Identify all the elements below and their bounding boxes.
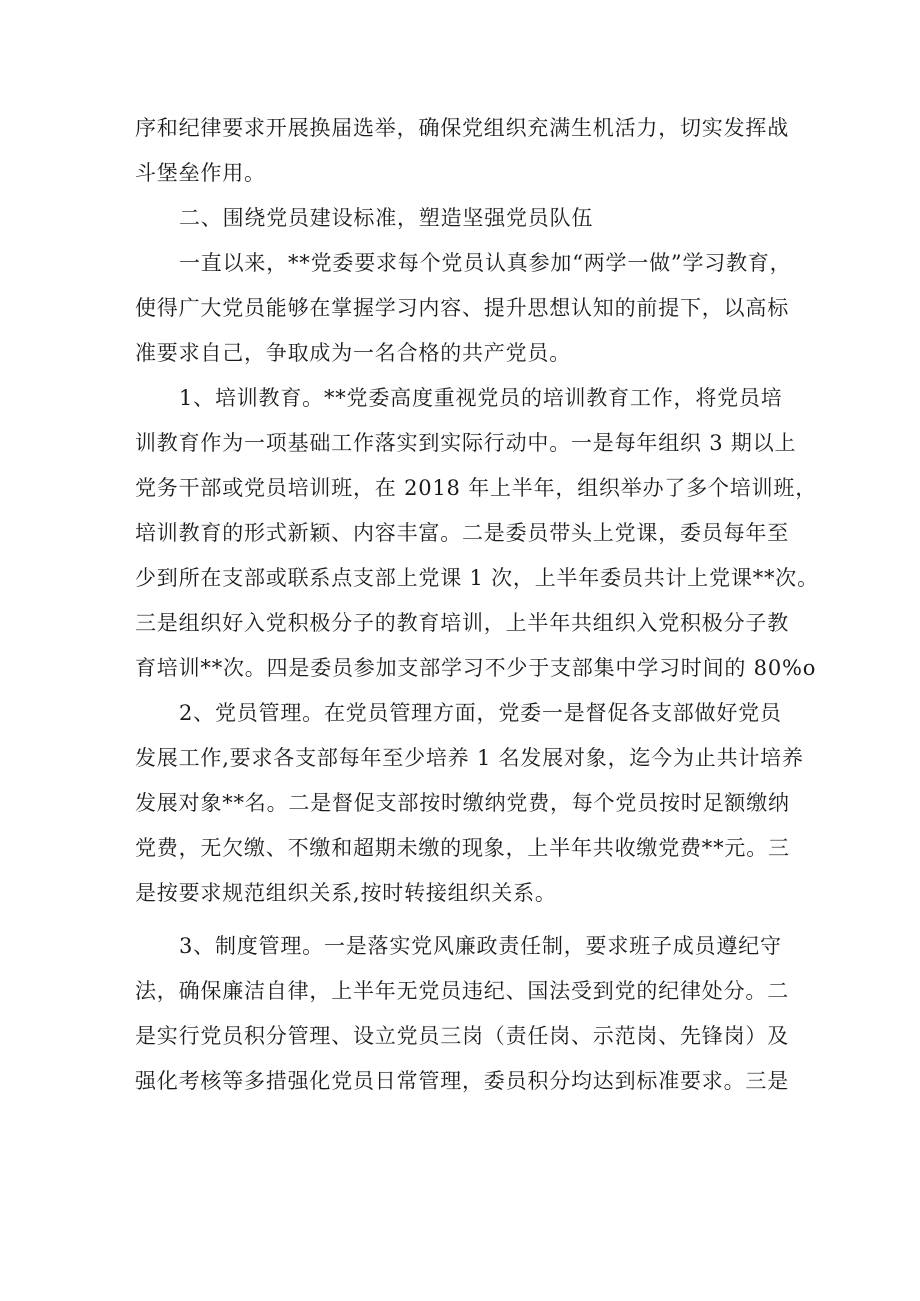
text-line: 法，确保廉洁自律，上半年无党员违纪、国法受到党的纪律处分。二 — [135, 979, 789, 1003]
text-line: 1、培训教育。**党委高度重视党员的培训教育工作，将党员培 — [179, 386, 783, 410]
text-line: 序和纪律要求开展换届选举，确保党组织充满生机活力，切实发挥战 — [135, 116, 789, 140]
text-line: 党务干部或党员培训班，在 2018 年上半年，组织举办了多个培训班， — [135, 476, 817, 500]
heading-text: 二、围绕党员建设标准，塑造坚强党员队伍 — [179, 206, 594, 230]
text-line: 是实行党员积分管理、设立党员三岗（责任岗、示范岗、先锋岗）及 — [135, 1024, 789, 1048]
text-line: 一直以来，**党委要求每个党员认真参加“两学一做”学习教育， — [179, 251, 792, 275]
text-line: 培训教育的形式新颖、内容丰富。二是委员带头上党课，委员每年至 — [135, 521, 789, 545]
text-line: 党费，无欠缴、不缴和超期未缴的现象，上半年共收缴党费**元。三 — [135, 836, 790, 860]
text-line: 三是组织好入党积极分子的教育培训，上半年共组织入党积极分子教 — [135, 611, 789, 635]
text-line: 发展工作,要求各支部每年至少培养 1 名发展对象，迄今为止共计培养 — [135, 746, 804, 770]
paragraph-continuation — [135, 106, 795, 196]
paragraph-system-management — [135, 924, 795, 1104]
document-body — [135, 106, 819, 1104]
text-line: 准要求自己，争取成为一名合格的共产党员。 — [135, 341, 571, 365]
paragraph-member-management — [135, 691, 804, 916]
text-line: 3、制度管理。一是落实党风廉政责任制，要求班子成员遵纪守 — [179, 934, 782, 958]
text-line: 使得广大党员能够在掌握学习内容、提升思想认知的前提下，以高标 — [135, 296, 789, 320]
text-line: 斗堡垒作用。 — [135, 161, 266, 185]
text-line: 发展对象**名。二是督促支部按时缴纳党费，每个党员按时足额缴纳 — [135, 791, 790, 815]
text-line: 少到所在支部或联系点支部上党课 1 次，上半年委员共计上党课**次。 — [135, 566, 819, 590]
paragraph-intro — [135, 241, 795, 376]
text-line: 是按要求规范组织关系,按时转接组织关系。 — [135, 881, 557, 905]
text-line: 训教育作为一项基础工作落实到实际行动中。一是每年组织 3 期以上 — [135, 431, 797, 455]
text-line: 强化考核等多措强化党员日常管理，委员积分均达到标准要求。三是 — [135, 1069, 789, 1093]
text-line: 育培训**次。四是委员参加支部学习不少于支部集中学习时间的 80%o — [135, 656, 817, 680]
paragraph-training — [135, 376, 819, 691]
section-heading — [135, 196, 795, 241]
text-line: 2、党员管理。在党员管理方面，党委一是督促各支部做好党员 — [179, 701, 782, 725]
paragraph-spacer — [135, 916, 795, 924]
